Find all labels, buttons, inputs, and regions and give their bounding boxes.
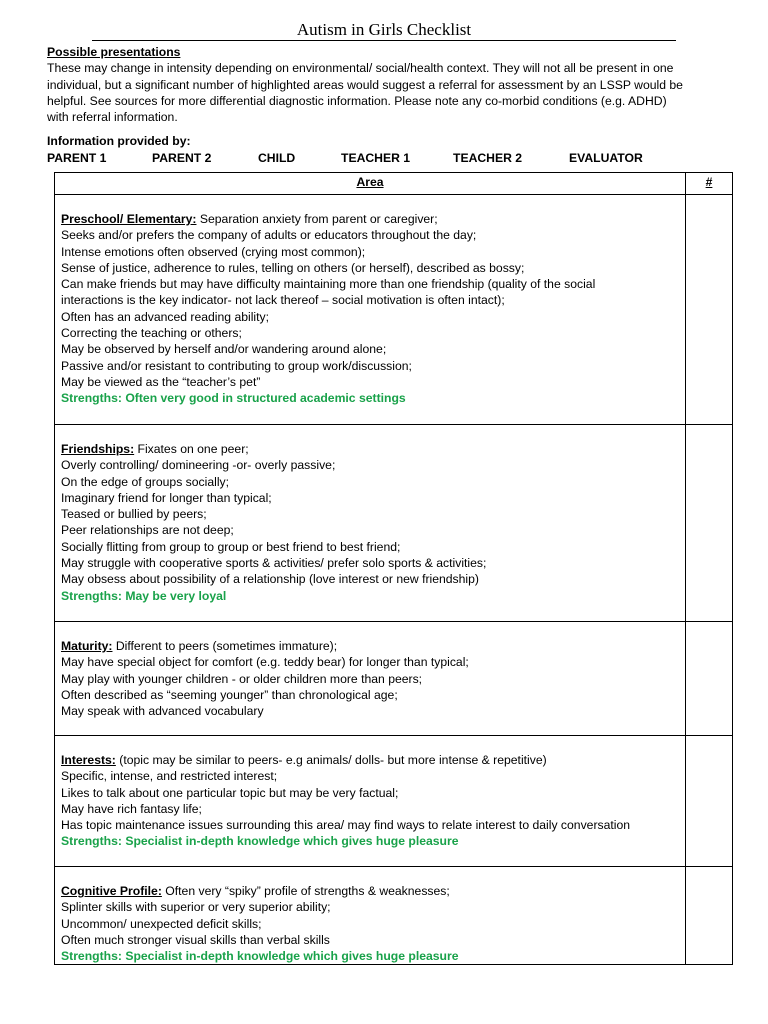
section-title: Cognitive Profile: — [61, 884, 162, 898]
checklist-table — [54, 172, 733, 965]
section-item: Sense of justice, adherence to rules, telling on others (or herself), described as bossy; — [61, 260, 525, 275]
number-cell[interactable] — [686, 736, 733, 867]
section-item: Teased or bullied by peers; — [61, 507, 207, 522]
section-item: May play with younger children - or older children more than peers; — [61, 671, 423, 686]
section-item: May obsess about possibility of a relationship (love interest or new friendship) — [61, 572, 479, 587]
area-cell — [55, 736, 686, 867]
section-item: Likes to talk about one particular topic but may be very factual; — [61, 785, 399, 800]
section-item: Specific, intense, and restricted interest; — [61, 769, 278, 784]
number-cell[interactable] — [686, 622, 733, 736]
section-first-text: Often very “spiky” profile of strengths & weaknesses; — [161, 884, 450, 898]
section-item: Correcting the teaching or others; — [61, 326, 242, 341]
section-title: Preschool/ Elementary: — [61, 212, 197, 226]
section-item: May be observed by herself and/or wandering around alone; — [61, 342, 387, 357]
section-item: Can make friends but may have difficulty maintaining more than one friendship (quality of the social — [61, 277, 596, 292]
section-first-text: Separation anxiety from parent or caregiver; — [196, 212, 438, 226]
table-header-row — [55, 173, 733, 195]
number-cell[interactable] — [686, 195, 733, 425]
intro-line: individual, but a significant number of highlighted areas would suggest a referral for assessment by an LSSP would be — [47, 77, 683, 92]
section-first-line — [61, 752, 685, 768]
section-item: Imaginary friend for longer than typical; — [61, 490, 272, 505]
table-row — [55, 195, 733, 425]
provider-parent-1: PARENT 1 — [47, 151, 107, 165]
section-item: Often much stronger visual skills than verbal skills — [61, 932, 330, 947]
provider-teacher-2: TEACHER 2 — [453, 151, 523, 165]
number-column-header: # — [686, 173, 733, 195]
table-row — [55, 425, 733, 622]
area-cell — [55, 867, 686, 965]
section-item: May struggle with cooperative sports & activities/ prefer solo sports & activities; — [61, 556, 487, 571]
provider-parent-2: PARENT 2 — [152, 151, 212, 165]
provider-evaluator: EVALUATOR — [569, 151, 643, 165]
section-first-text: (topic may be similar to peers- e.g animals/ dolls- but more intense & repetitive) — [115, 753, 547, 767]
section-strength: Strengths: May be very loyal — [61, 588, 227, 603]
section-title: Maturity: — [61, 639, 113, 653]
section-first-line — [61, 883, 685, 899]
checklist-body — [55, 195, 733, 965]
section-item: Often described as “seeming younger” than chronological age; — [61, 687, 398, 702]
section-item: May have rich fantasy life; — [61, 801, 202, 816]
section-item: Intense emotions often observed (crying most common); — [61, 244, 366, 259]
section-item: Seeks and/or prefers the company of adults or educators throughout the day; — [61, 228, 477, 243]
table-row — [55, 867, 733, 965]
provider-child: CHILD — [258, 151, 296, 165]
section-item: May be viewed as the “teacher’s pet” — [61, 374, 261, 389]
section-item: May have special object for comfort (e.g. teddy bear) for longer than typical; — [61, 655, 469, 670]
provider-teacher-1: TEACHER 1 — [341, 151, 411, 165]
table-row — [55, 736, 733, 867]
intro-heading: Possible presentations — [47, 45, 181, 59]
section-strength: Strengths: Specialist in-depth knowledge which gives huge pleasure — [61, 949, 459, 964]
intro-line: with referral information. — [47, 110, 178, 125]
section-title: Interests: — [61, 753, 116, 767]
section-item: Socially flitting from group to group or best friend to best friend; — [61, 539, 401, 554]
section-strength: Strengths: Specialist in-depth knowledge which gives huge pleasure — [61, 834, 459, 849]
area-column-header: Area — [55, 173, 686, 195]
section-item: Has topic maintenance issues surrounding this area/ may find ways to relate interest to daily conversation — [61, 818, 631, 833]
intro-line: helpful. See sources for more differential diagnostic information. Please note any co-morbid conditions (e.g. ADHD) — [47, 93, 667, 108]
page-title: Autism in Girls Checklist — [92, 20, 676, 41]
section-item: interactions is the key indicator- not lack thereof – social motivation is often intact); — [61, 293, 505, 308]
section-item: Peer relationships are not deep; — [61, 523, 234, 538]
area-cell — [55, 425, 686, 622]
section-item: Overly controlling/ domineering -or- overly passive; — [61, 458, 336, 473]
number-cell[interactable] — [686, 867, 733, 965]
number-cell[interactable] — [686, 425, 733, 622]
section-first-line — [61, 441, 685, 457]
section-first-text: Fixates on one peer; — [134, 442, 249, 456]
section-item: May speak with advanced vocabulary — [61, 704, 264, 719]
intro-line: These may change in intensity depending on environmental/ social/health context. They will not all be present in one — [47, 61, 674, 76]
section-strength: Strengths: Often very good in structured academic settings — [61, 391, 406, 406]
intro-block — [47, 44, 737, 125]
area-cell — [55, 622, 686, 736]
section-title: Friendships: — [61, 442, 135, 456]
section-first-line — [61, 638, 685, 654]
table-row — [55, 622, 733, 736]
section-first-text: Different to peers (sometimes immature); — [112, 639, 338, 653]
section-item: On the edge of groups socially; — [61, 474, 230, 489]
section-item: Splinter skills with superior or very superior ability; — [61, 900, 331, 915]
section-item: Often has an advanced reading ability; — [61, 309, 270, 324]
area-cell — [55, 195, 686, 425]
section-item: Passive and/or resistant to contributing to group work/discussion; — [61, 358, 412, 373]
info-heading: Information provided by: — [47, 134, 191, 148]
section-first-line — [61, 211, 685, 227]
section-item: Uncommon/ unexpected deficit skills; — [61, 916, 262, 931]
